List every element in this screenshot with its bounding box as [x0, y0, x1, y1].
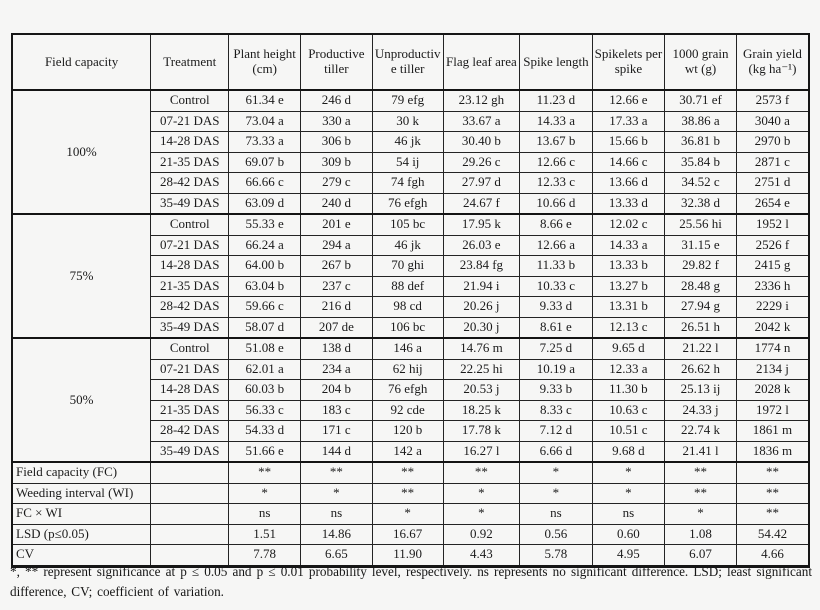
data-cell: 2751 d — [736, 173, 809, 194]
data-cell: 12.66 a — [520, 235, 593, 256]
treatment-cell: Control — [151, 338, 229, 359]
data-cell: 237 c — [301, 276, 373, 297]
data-cell: 240 d — [301, 193, 373, 214]
data-cell: 11.23 d — [520, 90, 593, 111]
data-cell: 14.33 a — [592, 235, 665, 256]
data-cell: 58.07 d — [229, 317, 301, 338]
data-cell: 13.27 b — [592, 276, 665, 297]
data-cell: 26.51 h — [665, 317, 737, 338]
column-header-1000-grain-wt-g: 1000 grain wt (g) — [665, 34, 737, 90]
stat-value-cell: * — [520, 483, 593, 504]
data-cell: 9.68 d — [592, 441, 665, 462]
data-cell: 70 ghi — [372, 256, 443, 277]
stat-row — [12, 483, 809, 504]
data-cell: 171 c — [301, 421, 373, 442]
stat-value-cell: ** — [229, 462, 301, 483]
data-cell: 2336 h — [736, 276, 809, 297]
data-cell: 10.66 d — [520, 193, 593, 214]
stat-value-cell: * — [229, 483, 301, 504]
data-cell: 106 bc — [372, 317, 443, 338]
header-row — [12, 34, 809, 90]
treatment-cell: 14-28 DAS — [151, 256, 229, 277]
data-cell: 20.30 j — [443, 317, 520, 338]
data-cell: 38.86 a — [665, 111, 737, 132]
data-cell: 56.33 c — [229, 400, 301, 421]
data-cell: 10.19 a — [520, 359, 593, 380]
stat-value-cell: * — [592, 483, 665, 504]
stat-value-cell: ns — [229, 504, 301, 525]
stat-value-cell: ** — [372, 483, 443, 504]
data-cell: 66.66 c — [229, 173, 301, 194]
treatment-cell: 21-35 DAS — [151, 400, 229, 421]
field-capacity-cell: 75% — [12, 214, 151, 338]
stat-value-cell: * — [443, 483, 520, 504]
stat-row — [12, 504, 809, 525]
data-cell: 2415 g — [736, 256, 809, 277]
stat-value-cell: 14.86 — [301, 524, 373, 545]
table-body — [12, 90, 809, 566]
data-cell: 25.56 hi — [665, 214, 737, 235]
column-header-spikelets-per-spike: Spikelets per spike — [592, 34, 665, 90]
treatment-cell: 07-21 DAS — [151, 111, 229, 132]
data-cell: 2229 i — [736, 297, 809, 318]
data-cell: 21.22 l — [665, 338, 737, 359]
data-cell: 146 a — [372, 338, 443, 359]
data-cell: 12.33 a — [592, 359, 665, 380]
field-capacity-cell: 50% — [12, 338, 151, 462]
stat-value-cell: 5.78 — [520, 545, 593, 567]
data-cell: 29.26 c — [443, 152, 520, 173]
data-cell: 76 efgh — [372, 193, 443, 214]
treatment-cell: 28-42 DAS — [151, 297, 229, 318]
empty-cell — [151, 483, 229, 504]
data-cell: 7.25 d — [520, 338, 593, 359]
data-cell: 30.71 ef — [665, 90, 737, 111]
data-cell: 14.33 a — [520, 111, 593, 132]
data-cell: 29.82 f — [665, 256, 737, 277]
data-cell: 46 jk — [372, 235, 443, 256]
data-cell: 306 b — [301, 132, 373, 153]
stat-value-cell: 11.90 — [372, 545, 443, 567]
data-cell: 16.27 l — [443, 441, 520, 462]
stat-value-cell: ** — [736, 483, 809, 504]
stat-value-cell: 1.08 — [665, 524, 737, 545]
data-cell: 294 a — [301, 235, 373, 256]
stat-label-cell: Field capacity (FC) — [12, 462, 151, 483]
stat-value-cell: ** — [443, 462, 520, 483]
data-cell: 2042 k — [736, 317, 809, 338]
data-cell: 79 efg — [372, 90, 443, 111]
stat-value-cell: 16.67 — [372, 524, 443, 545]
data-cell: 36.81 b — [665, 132, 737, 153]
data-cell: 20.26 j — [443, 297, 520, 318]
data-cell: 216 d — [301, 297, 373, 318]
data-cell: 62 hij — [372, 359, 443, 380]
column-header-spike-length: Spike length — [520, 34, 593, 90]
data-cell: 1952 l — [736, 214, 809, 235]
data-cell: 23.84 fg — [443, 256, 520, 277]
data-cell: 9.65 d — [592, 338, 665, 359]
stat-value-cell: 0.56 — [520, 524, 593, 545]
data-cell: 7.12 d — [520, 421, 593, 442]
data-cell: 10.51 c — [592, 421, 665, 442]
stat-value-cell: ns — [301, 504, 373, 525]
data-cell: 10.33 c — [520, 276, 593, 297]
treatment-cell: 14-28 DAS — [151, 132, 229, 153]
data-cell: 62.01 a — [229, 359, 301, 380]
stat-value-cell: 6.07 — [665, 545, 737, 567]
treatment-cell: 35-49 DAS — [151, 317, 229, 338]
stat-value-cell: ** — [301, 462, 373, 483]
data-cell: 12.66 e — [592, 90, 665, 111]
data-cell: 13.33 b — [592, 256, 665, 277]
data-cell: 21.41 l — [665, 441, 737, 462]
data-cell: 204 b — [301, 380, 373, 401]
data-cell: 142 a — [372, 441, 443, 462]
data-cell: 14.76 m — [443, 338, 520, 359]
treatment-cell: 28-42 DAS — [151, 421, 229, 442]
data-cell: 32.38 d — [665, 193, 737, 214]
data-cell: 14.66 c — [592, 152, 665, 173]
stat-value-cell: * — [665, 504, 737, 525]
data-cell: 24.67 f — [443, 193, 520, 214]
data-cell: 11.33 b — [520, 256, 593, 277]
data-cell: 17.78 k — [443, 421, 520, 442]
table-footnote: *, ** represent significance at p ≤ 0.05 and p ≤ 0.01 probability level, respectively. ns represents no significant difference. LSD; least significant difference, CV; coefficient of variation. — [10, 564, 812, 599]
data-cell: 30 k — [372, 111, 443, 132]
data-cell: 11.30 b — [592, 380, 665, 401]
data-cell: 18.25 k — [443, 400, 520, 421]
data-cell: 6.66 d — [520, 441, 593, 462]
treatment-cell: 07-21 DAS — [151, 359, 229, 380]
stat-value-cell: 4.66 — [736, 545, 809, 567]
data-cell: 267 b — [301, 256, 373, 277]
data-cell: 1836 m — [736, 441, 809, 462]
data-cell: 21.94 i — [443, 276, 520, 297]
results-table — [11, 33, 810, 568]
data-cell: 54 ij — [372, 152, 443, 173]
data-cell: 33.67 a — [443, 111, 520, 132]
data-cell: 51.08 e — [229, 338, 301, 359]
data-cell: 12.02 c — [592, 214, 665, 235]
data-cell: 20.53 j — [443, 380, 520, 401]
data-cell: 31.15 e — [665, 235, 737, 256]
data-cell: 17.33 a — [592, 111, 665, 132]
data-cell: 25.13 ij — [665, 380, 737, 401]
column-header-grain-yield-kg-ha: Grain yield (kg ha⁻¹) — [736, 34, 809, 90]
data-cell: 10.63 c — [592, 400, 665, 421]
stat-value-cell: ** — [736, 504, 809, 525]
data-cell: 28.48 g — [665, 276, 737, 297]
column-header-productive-tiller: Productive tiller — [301, 34, 373, 90]
stat-value-cell: 54.42 — [736, 524, 809, 545]
stat-value-cell: ** — [665, 462, 737, 483]
data-cell: 26.03 e — [443, 235, 520, 256]
data-cell: 63.09 d — [229, 193, 301, 214]
table-row — [12, 214, 809, 235]
stat-value-cell: 4.43 — [443, 545, 520, 567]
stat-label-cell: LSD (p≤0.05) — [12, 524, 151, 545]
data-cell: 13.67 b — [520, 132, 593, 153]
stat-value-cell: ** — [665, 483, 737, 504]
data-cell: 98 cd — [372, 297, 443, 318]
data-cell: 8.66 e — [520, 214, 593, 235]
stat-row — [12, 524, 809, 545]
data-cell: 120 b — [372, 421, 443, 442]
data-cell: 17.95 k — [443, 214, 520, 235]
data-cell: 88 def — [372, 276, 443, 297]
data-cell: 330 a — [301, 111, 373, 132]
stat-value-cell: 4.95 — [592, 545, 665, 567]
data-cell: 61.34 e — [229, 90, 301, 111]
table-header — [12, 34, 809, 90]
stat-value-cell: * — [592, 462, 665, 483]
data-cell: 207 de — [301, 317, 373, 338]
data-cell: 69.07 b — [229, 152, 301, 173]
data-cell: 1774 n — [736, 338, 809, 359]
data-cell: 64.00 b — [229, 256, 301, 277]
stat-label-cell: Weeding interval (WI) — [12, 483, 151, 504]
empty-cell — [151, 524, 229, 545]
empty-cell — [151, 462, 229, 483]
data-cell: 2526 f — [736, 235, 809, 256]
data-cell: 9.33 b — [520, 380, 593, 401]
data-cell: 24.33 j — [665, 400, 737, 421]
data-cell: 27.94 g — [665, 297, 737, 318]
treatment-cell: 14-28 DAS — [151, 380, 229, 401]
column-header-treatment: Treatment — [151, 34, 229, 90]
data-cell: 12.13 c — [592, 317, 665, 338]
data-cell: 73.33 a — [229, 132, 301, 153]
stat-value-cell: 0.92 — [443, 524, 520, 545]
data-cell: 8.33 c — [520, 400, 593, 421]
stat-value-cell: * — [443, 504, 520, 525]
data-cell: 9.33 d — [520, 297, 593, 318]
stat-row — [12, 462, 809, 483]
treatment-cell: 21-35 DAS — [151, 276, 229, 297]
data-cell: 59.66 c — [229, 297, 301, 318]
data-cell: 55.33 e — [229, 214, 301, 235]
data-cell: 27.97 d — [443, 173, 520, 194]
stat-value-cell: 0.60 — [592, 524, 665, 545]
data-cell: 1861 m — [736, 421, 809, 442]
data-cell: 201 e — [301, 214, 373, 235]
data-cell: 34.52 c — [665, 173, 737, 194]
data-cell: 54.33 d — [229, 421, 301, 442]
data-cell: 13.31 b — [592, 297, 665, 318]
data-cell: 13.66 d — [592, 173, 665, 194]
data-cell: 246 d — [301, 90, 373, 111]
data-cell: 2654 e — [736, 193, 809, 214]
stat-label-cell: FC × WI — [12, 504, 151, 525]
stat-value-cell: ns — [592, 504, 665, 525]
data-cell: 23.12 gh — [443, 90, 520, 111]
treatment-cell: Control — [151, 214, 229, 235]
data-cell: 309 b — [301, 152, 373, 173]
data-cell: 22.74 k — [665, 421, 737, 442]
stat-value-cell: * — [372, 504, 443, 525]
data-cell: 22.25 hi — [443, 359, 520, 380]
treatment-cell: Control — [151, 90, 229, 111]
column-header-unproductive-tiller: Unproductive tiller — [372, 34, 443, 90]
stat-value-cell: * — [301, 483, 373, 504]
data-cell: 12.33 c — [520, 173, 593, 194]
data-cell: 2028 k — [736, 380, 809, 401]
data-cell: 51.66 e — [229, 441, 301, 462]
column-header-plant-height-cm: Plant height (cm) — [229, 34, 301, 90]
data-cell: 74 fgh — [372, 173, 443, 194]
data-cell: 234 a — [301, 359, 373, 380]
data-cell: 30.40 b — [443, 132, 520, 153]
data-cell: 73.04 a — [229, 111, 301, 132]
data-cell: 92 cde — [372, 400, 443, 421]
empty-cell — [151, 504, 229, 525]
treatment-cell: 21-35 DAS — [151, 152, 229, 173]
data-cell: 66.24 a — [229, 235, 301, 256]
stat-value-cell: ns — [520, 504, 593, 525]
column-header-field-capacity: Field capacity — [12, 34, 151, 90]
data-cell: 15.66 b — [592, 132, 665, 153]
stat-value-cell: 6.65 — [301, 545, 373, 567]
treatment-cell: 35-49 DAS — [151, 193, 229, 214]
column-header-flag-leaf-area: Flag leaf area — [443, 34, 520, 90]
table-row — [12, 338, 809, 359]
data-cell: 76 efgh — [372, 380, 443, 401]
data-cell: 2871 c — [736, 152, 809, 173]
data-cell: 13.33 d — [592, 193, 665, 214]
stat-value-cell: ** — [736, 462, 809, 483]
data-cell: 35.84 b — [665, 152, 737, 173]
data-cell: 105 bc — [372, 214, 443, 235]
data-cell: 2970 b — [736, 132, 809, 153]
treatment-cell: 28-42 DAS — [151, 173, 229, 194]
treatment-cell: 07-21 DAS — [151, 235, 229, 256]
stat-value-cell: 1.51 — [229, 524, 301, 545]
data-cell: 8.61 e — [520, 317, 593, 338]
data-cell: 138 d — [301, 338, 373, 359]
data-cell: 46 jk — [372, 132, 443, 153]
data-cell: 12.66 c — [520, 152, 593, 173]
data-cell: 26.62 h — [665, 359, 737, 380]
stat-value-cell: 7.78 — [229, 545, 301, 567]
data-cell: 2134 j — [736, 359, 809, 380]
data-cell: 63.04 b — [229, 276, 301, 297]
data-cell: 3040 a — [736, 111, 809, 132]
data-cell: 2573 f — [736, 90, 809, 111]
stat-label-cell: CV — [12, 545, 151, 567]
data-cell: 279 c — [301, 173, 373, 194]
table-row — [12, 90, 809, 111]
data-cell: 183 c — [301, 400, 373, 421]
data-cell: 60.03 b — [229, 380, 301, 401]
stat-value-cell: ** — [372, 462, 443, 483]
stat-value-cell: * — [520, 462, 593, 483]
field-capacity-cell: 100% — [12, 90, 151, 214]
treatment-cell: 35-49 DAS — [151, 441, 229, 462]
data-cell: 144 d — [301, 441, 373, 462]
data-cell: 1972 l — [736, 400, 809, 421]
